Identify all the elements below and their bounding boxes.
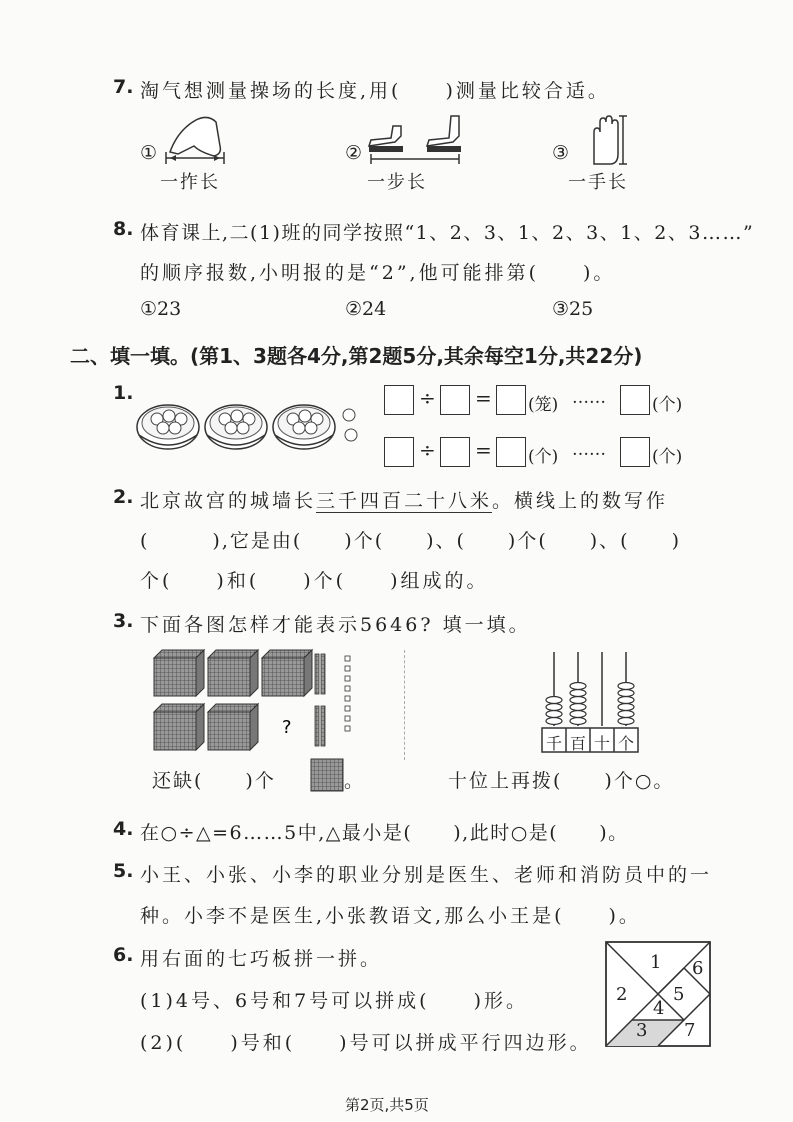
q8-line1: 体育课上,二(1)班的同学按照“1、2、3、1、2、3、1、2、3……” [140, 222, 755, 244]
blank-box[interactable] [620, 385, 650, 415]
q7-number: 7. [113, 76, 134, 98]
blank-box[interactable] [496, 437, 526, 467]
question-mark: ? [282, 717, 292, 738]
q8-line2: 的顺序报数,小明报的是“2”,他可能排第( )。 [140, 262, 616, 284]
hand-length-icon [588, 114, 628, 166]
s2q2-line2: ( ),它是由( )个( )、( )个( )、( ) [140, 530, 681, 552]
equals-sign: = [475, 438, 492, 462]
s2q1-number: 1. [113, 382, 134, 404]
divider-dashed [404, 650, 405, 760]
blank-box[interactable] [440, 437, 470, 467]
tangram-piece-5: 5 [673, 984, 685, 1005]
s2q2-line1 [140, 486, 668, 513]
q7-option-3-mark: ③ [552, 142, 570, 164]
s2q4-number: 4. [113, 818, 134, 840]
s2q6-line1: 用右面的七巧板拼一拼。 [140, 948, 383, 970]
hundred-flat-icon [310, 758, 344, 792]
s2q2-line3: 个( )和( )个( )组成的。 [140, 570, 489, 592]
q8-option-1: ①23 [140, 298, 182, 320]
q8-option-2: ②24 [345, 298, 387, 320]
hand-span-icon [160, 112, 230, 164]
tangram-piece-7: 7 [684, 1020, 696, 1041]
s2q5-line1: 小王、小张、小李的职业分别是医生、老师和消防员中的一 [140, 864, 713, 886]
s2q3-number: 3. [113, 610, 134, 632]
unit-label: (个) [528, 447, 559, 467]
abacus-label-tens: 十 [594, 734, 611, 753]
s2q3-right-text: 十位上再拨( )个○。 [448, 770, 675, 792]
s2q5-number: 5. [113, 860, 134, 882]
blank-box[interactable] [620, 437, 650, 467]
tangram-piece-4: 4 [653, 998, 665, 1019]
abacus-label-thousands: 千 [546, 734, 563, 753]
q7-option-2-label: 一步长 [367, 172, 427, 193]
s2q5-line2: 种。小李不是医生,小张教语文,那么小王是( )。 [140, 905, 641, 927]
blank-box[interactable] [496, 385, 526, 415]
s2q2-text-c: 。横线上的数写作 [492, 490, 669, 512]
s2q3-left-text: 还缺( )个 [152, 770, 276, 792]
s2q6-line3: (2)( )号和( )号可以拼成平行四边形。 [140, 1032, 592, 1054]
divide-sign: ÷ [419, 438, 436, 462]
remainder-dots: …… [572, 388, 606, 408]
s2q2-number: 2. [113, 486, 134, 508]
abacus-label-hundreds: 百 [570, 734, 587, 753]
s2q6-number: 6. [113, 944, 134, 966]
unit-label: (个) [652, 447, 683, 467]
q7-option-3-label: 一手长 [568, 172, 628, 193]
q8-number: 8. [113, 218, 134, 240]
equals-sign: = [475, 386, 492, 410]
divide-sign: ÷ [419, 386, 436, 410]
blank-box[interactable] [384, 385, 414, 415]
abacus-label-ones: 个 [618, 734, 635, 753]
s2q3-left-period: 。 [344, 770, 367, 792]
q7-text: 淘气想测量操场的长度,用( )测量比较合适。 [140, 80, 610, 102]
s2q4-text: 在○÷△=6……5中,△最小是( ),此时○是( )。 [140, 822, 629, 844]
section-2-title: 二、填一填。(第1、3题各4分,第2题5分,其余每空1分,共22分) [70, 344, 643, 368]
unit-label: (个) [652, 395, 683, 415]
q7-option-2-mark: ② [345, 142, 363, 164]
steamer-baskets-picture [135, 395, 365, 457]
s2q6-line2: (1)4号、6号和7号可以拼成( )形。 [140, 990, 529, 1012]
base-ten-blocks-picture [152, 648, 362, 758]
s2q2-underlined-number: 三千四百二十八米 [316, 490, 493, 512]
blank-box[interactable] [440, 385, 470, 415]
tangram-piece-1: 1 [650, 952, 662, 973]
s2q3-text: 下面各图怎样才能表示5646? 填一填。 [140, 614, 531, 636]
tangram-piece-6: 6 [692, 958, 704, 979]
q8-option-3: ③25 [552, 298, 594, 320]
q7-option-1-mark: ① [140, 142, 158, 164]
footstep-icon [365, 112, 465, 164]
s2q2-text-a: 北京故宫的城墙长 [140, 490, 317, 512]
page-number: 第2页,共5页 [345, 1096, 429, 1114]
unit-label: (笼) [528, 395, 559, 415]
q7-option-1-label: 一拃长 [160, 172, 220, 193]
tangram-piece-2: 2 [616, 984, 628, 1005]
blank-box[interactable] [384, 437, 414, 467]
tangram-piece-3: 3 [636, 1020, 648, 1041]
remainder-dots: …… [572, 440, 606, 460]
